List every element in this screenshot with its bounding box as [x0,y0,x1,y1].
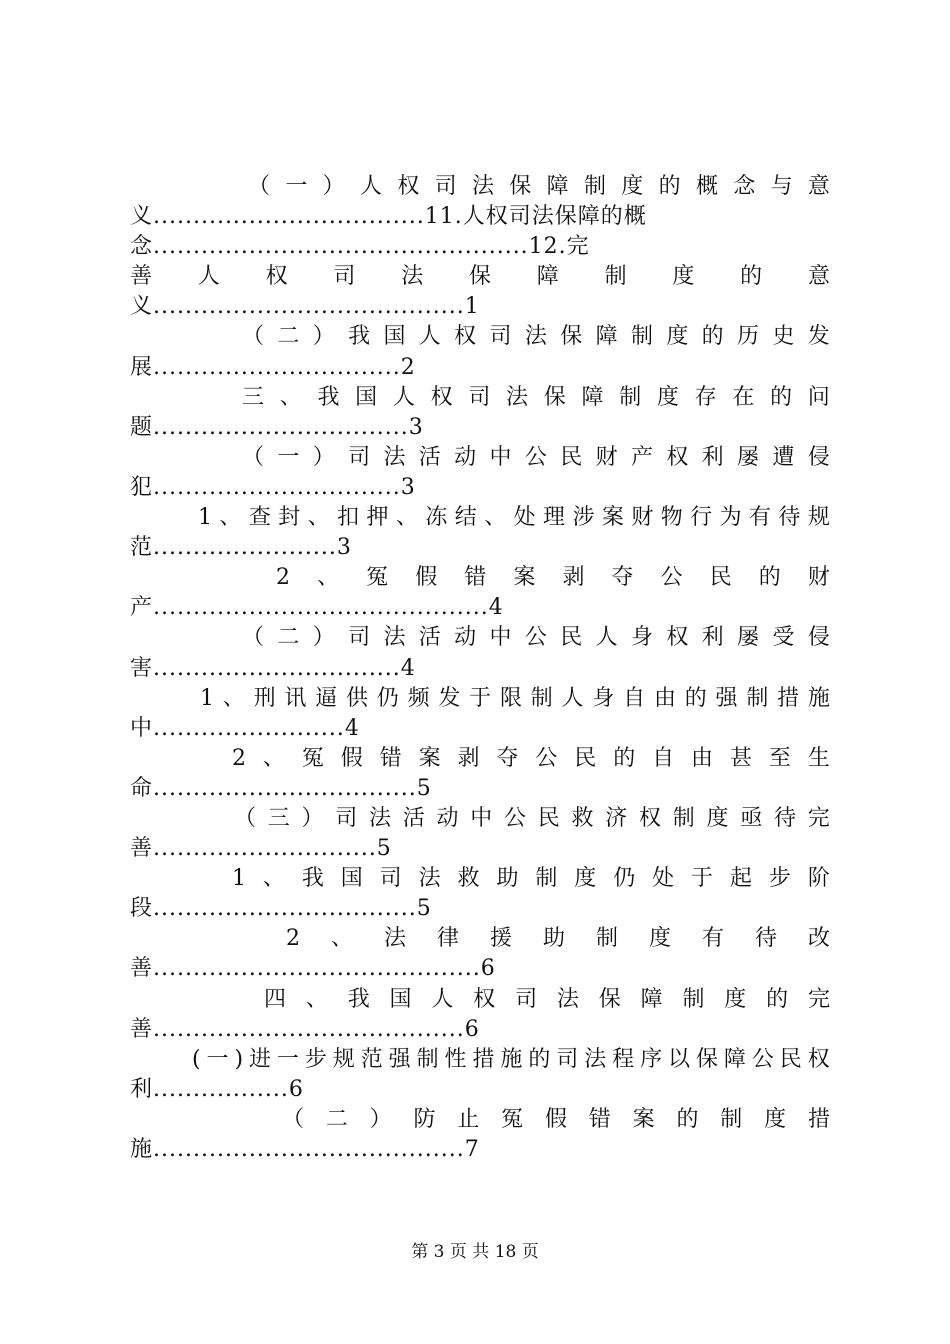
toc-line: 1 、 刑 讯 逼 供 仍 频 发 于 限 制 人 身 自 由 的 强 制 措 施 [200,685,830,711]
toc-line: 善 人 权 司 法 保 障 制 度 的 意 [130,264,830,290]
toc-line: 命.................................5 [130,775,432,801]
toc-line: 施.......................................7 [130,1137,480,1162]
toc-line: 三 、 我 国 人 权 司 法 保 障 制 度 存 在 的 问 [242,384,830,410]
toc-line: 中........................4 [130,715,360,741]
toc-line: 义.......................................1 [130,294,480,320]
toc-line: 范.......................3 [130,535,352,561]
toc-line: 善.........................................6 [130,956,496,982]
toc-line: （ 一 ） 人 权 司 法 保 障 制 度 的 概 念 与 意 [248,174,830,199]
toc-line: 2 、 冤 假 错 案 剥 夺 公 民 的 财 [276,565,830,591]
toc-line: 产..........................................4 [130,595,504,621]
toc-line: （ 一 ） 司 法 活 动 中 公 民 财 产 权 利 屡 遭 侵 [242,444,830,470]
toc-line: 利.................6 [130,1076,304,1102]
toc-line: ( 一 ) 进 一 步 规 范 强 制 性 措 施 的 司 法 程 序 以 保 障 公 民 权 [192,1046,830,1072]
toc-line: 1 、 查 封 、 扣 押 、 冻 结 、 处 理 涉 案 财 物 行 为 有 待 规 [198,505,830,531]
toc-line: 展...............................2 [130,354,416,380]
toc-line: （ 二 ） 我 国 人 权 司 法 保 障 制 度 的 历 史 发 [242,324,830,350]
toc-line: 段.................................5 [130,896,432,922]
toc-line: 犯...............................3 [130,474,416,500]
toc-line: 念...............................................12.完 [130,234,590,260]
toc-line: 四 、 我 国 人 权 司 法 保 障 制 度 的 完 [264,986,830,1012]
toc-line: 害...............................4 [130,655,416,681]
toc-line: （ 二 ） 防 止 冤 假 错 案 的 制 度 措 [282,1106,830,1132]
toc-line: 善............................5 [130,836,392,862]
toc-line: 义..................................11.人权司法保障的概 [130,204,647,230]
toc-line: 2 、 法 律 援 助 制 度 有 待 改 [286,926,830,952]
toc-line: 善.......................................6 [130,1016,480,1042]
toc-line: 题................................3 [130,414,424,440]
toc-line: （ 三 ） 司 法 活 动 中 公 民 救 济 权 制 度 亟 待 完 [234,805,830,831]
page-footer: 第 3 页 共 18 页 [411,1242,539,1262]
toc-line: 1 、 我 国 司 法 救 助 制 度 仍 处 于 起 步 阶 [232,866,830,892]
table-of-contents [130,172,830,1165]
toc-line: （ 二 ） 司 法 活 动 中 公 民 人 身 权 利 屡 受 侵 [242,625,830,651]
toc-line: 2 、 冤 假 错 案 剥 夺 公 民 的 自 由 甚 至 生 [232,745,830,771]
